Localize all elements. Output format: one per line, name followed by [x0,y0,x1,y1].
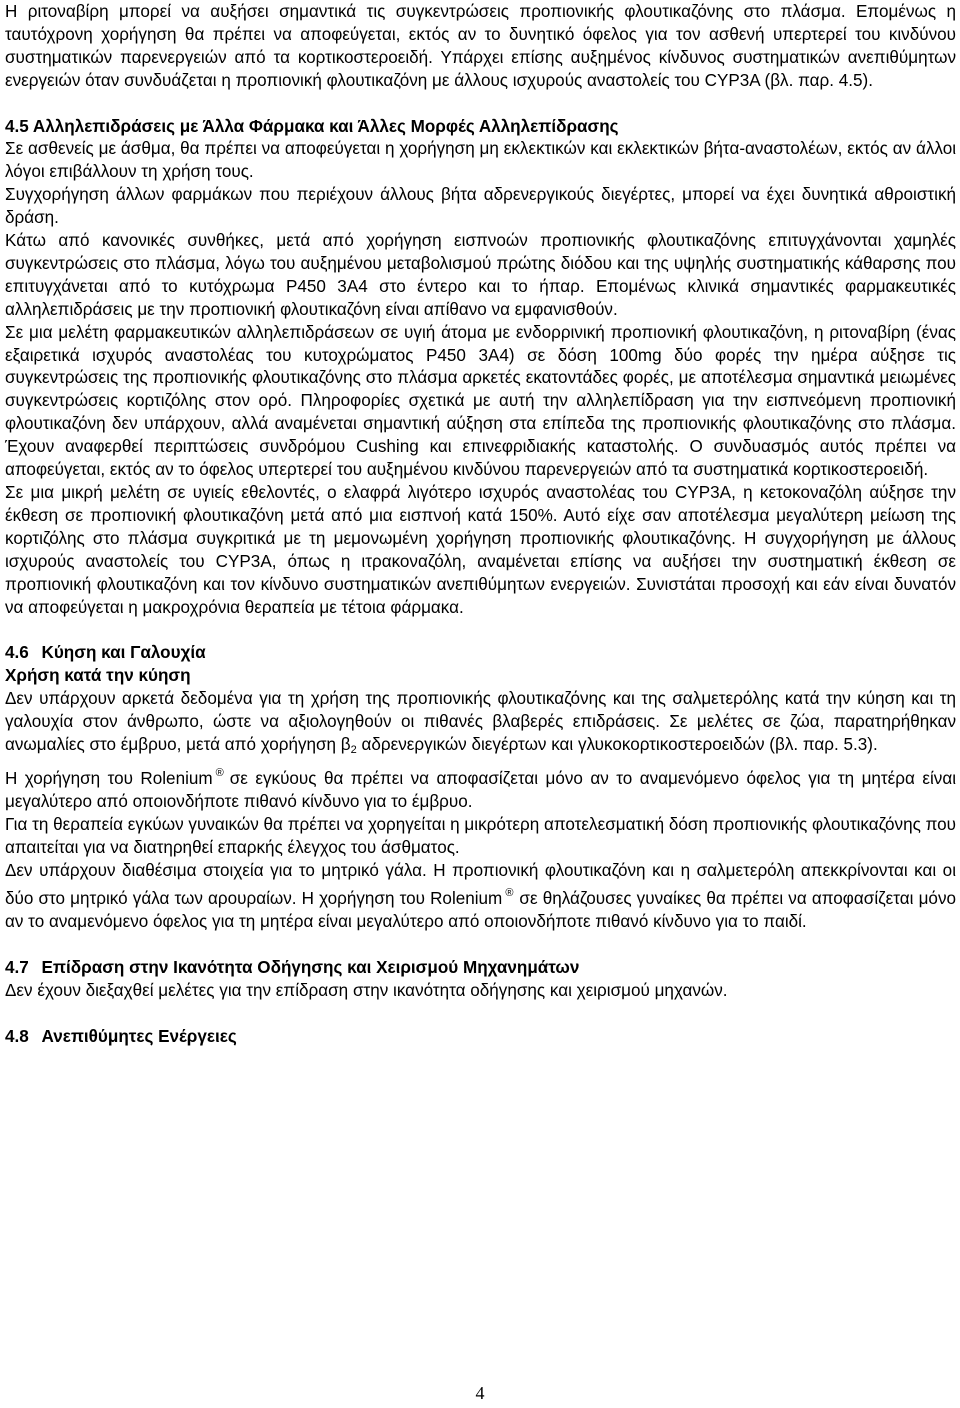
paragraph-ritonavir: Σε μια μελέτη φαρμακευτικών αλληλεπιδράσεων σε υγιή άτομα με ενδορρινική προπιονική φλουτικαζόνη, η ριτοναβίρη (ένας εξαιρετικά ισχυρός αναστολέας του κυτοχρώματος P450 3A4) σε δόση 100mg δύο φορές την ημέρα αύξησε τις συγκεντρώσεις της προπιονικής φλουτικαζόνης στο πλάσμα αρκετές εκατοντάδες φορές, με αποτέλεσμα σημαντικά μειωμένες συγκεντρώσεις κορτιζόλης στον ορό. Πληροφορίες σχετικά με αυτή την αλληλεπίδραση για την εισπνεόμενη προπιονική φλουτικαζόνη δεν υπάρχουν, αλλά αναμένεται σημαντική αύξηση στα επίπεδα της προπιονικής φλουτικαζόνης στο πλάσμα. Έχουν αναφερθεί περιπτώσεις συνδρόμου Cushing και επινεφριδιακής καταστολής. Ο συνδυασμός αυτός πρέπει να αποφεύγεται, εκτός αν το όφελος υπερτερεί του αυξημένου κινδύνου παρενεργειών από τα συστηματικά κορτικοστεροειδή. [5,322,956,480]
section-title: Επίδραση στην Ικανότητα Οδήγησης και Χειρισμού Μηχανημάτων [41,958,580,978]
paragraph-lactation [5,860,956,935]
paragraph-driving: Δεν έχουν διεξαχθεί μελέτες για την επίδραση στην ικανότητα οδήγησης και χειρισμού μηχανών. [5,981,728,1001]
section-4-5-heading [5,116,956,139]
section-number: 4.8 [5,1026,29,1046]
section-title: Κύηση και Γαλουχία [41,643,206,663]
text-run: Δεν υπάρχουν διαθέσιμα στοιχεία για το μητρικό γάλα. Η προπιονική φλουτικαζόνη και η σαλμετερόλη απεκκρίνονται και οι δύο στο μητρικό γάλα των αρουραίων. Η χορήγηση του Rolenium [5,860,956,909]
section-title: Ανεπιθύμητες Ενέργειες [41,1026,237,1046]
page-number: 4 [475,1383,485,1403]
section-title: Αλληλεπιδράσεις με Άλλα Φάρμακα και Άλλες Μορφές Αλληλεπίδρασης [32,116,619,136]
spacer [5,619,956,642]
text-run: σε θηλάζουσες γυναίκες θα πρέπει να αποφασίζεται μόνο αν το αναμενόμενο όφελος για τη μητέρα είναι μεγαλύτερο από οποιονδήποτε πιθανό κίνδυνο για το παιδί. [5,889,956,932]
section-4-7-heading [5,957,956,980]
text-run: Δεν υπάρχουν αρκετά δεδομένα για τη χρήση της προπιονικής φλουτικαζόνης και της σαλμετερόλης κατά την κύηση και τη γαλουχία στον άνθρωπο, ώστε να αξιολογηθούν οι πιθανές βλαβερές επιδράσεις. Σε μελέτες σε ζώα, παρατηρήθηκαν ανωμαλίες στο έμβρυο, μετά από χορήγηση β [5,689,956,754]
spacer [5,1003,956,1026]
text-run: Η χορήγηση του Rolenium [5,768,213,788]
intro-paragraph: Η ριτοναβίρη μπορεί να αυξήσει σημαντικά τις συγκεντρώσεις προπιονικής φλουτικαζόνης στο πλάσμα. Επομένως η ταυτόχρονη χορήγηση θα πρέπει να αποφεύγεται, εκτός αν το δυνητικό όφελος για τον ασθενή υπερτερεί του κινδύνου συστηματικών παρενεργειών από τα κορτικοστεροειδή. Υπάρχει επίσης αυξημένος κίνδυνος συστηματικών ανεπιθύμητων ενεργειών όταν συνδυάζεται η προπιονική φλουτικαζόνη με άλλους ισχυρούς αναστολείς του CYP3A (βλ. παρ. 4.5). [5,2,956,90]
paragraph-pregnancy-data [5,688,956,762]
text-run: αδρενεργικών διεγέρτων και γλυκοκορτικοστεροειδών (βλ. παρ. 5.3). [356,734,878,754]
registered-mark: ® [505,887,514,900]
registered-mark: ® [215,766,224,779]
paragraph-beta-agonists: Συγχορήγηση άλλων φαρμάκων που περιέχουν άλλους βήτα αδρενεργικούς διεγέρτες, μπορεί να έχει δυνητικά αθροιστική δράση. [5,185,956,228]
pregnancy-subheading: Χρήση κατά την κύηση [5,666,191,686]
paragraph-pregnancy-use [5,762,956,814]
paragraph-plasma-levels: Κάτω από κανονικές συνθήκες, μετά από χορήγηση εισπνοών προπιονικής φλουτικαζόνης επιτυγχάνονται χαμηλές συγκεντρώσεις στο πλάσμα, λόγω του αυξημένου μεταβολισμού πρώτης διόδου και της υψηλής συστηματικής κάθαρσης που επιτυγχάνεται από το κυτόχρωμα P450 3A4 στο έντερο και το ήπαρ. Επομένως κλινικά σημαντικές φαρμακευτικές αλληλεπιδράσεις με την προπιονική φλουτικαζόνη είναι απίθανο να εμφανισθούν. [5,231,956,319]
spacer [5,934,956,957]
section-4-8-heading [5,1026,956,1049]
section-4-6-heading [5,642,956,665]
subscript: 2 [350,743,357,756]
paragraph-ketoconazole: Σε μια μικρή μελέτη σε υγιείς εθελοντές, ο ελαφρά λιγότερο ισχυρός αναστολέας του CYP3A, η κετοκοναζόλη αύξησε την έκθεση σε προπιονική φλουτικαζόνη μετά από μια εισπνοή κατά 150%. Αυτό είχε σαν αποτέλεσμα μεγαλύτερη μείωση της κορτιζόλης στο πλάσμα συγκριτικά με τη μεμονωμένη χορήγηση προπιονικής φλουτικαζόνης. Η συγχορήγηση με άλλους ισχυρούς αναστολείς του CYP3A, όπως η ιτρακοναζόλη, αναμένεται επίσης να αυξήσει την συστηματική έκθεση σε προπιονική φλουτικαζόνη και τον κίνδυνο συστηματικών ανεπιθύμητων ενεργειών. Συνιστάται προσοχή και εάν είναι δυνατόν να αποφεύγεται η μακροχρόνια θεραπεία με τέτοια φάρμακα. [5,483,956,617]
section-number: 4.5 [5,116,29,136]
paragraph-beta-blockers: Σε ασθενείς με άσθμα, θα πρέπει να αποφεύγεται η χορήγηση μη εκλεκτικών και εκλεκτικών βήτα-αναστολέων, εκτός αν άλλοι λόγοι επιβάλλουν τη χρήση τους. [5,139,956,182]
section-number: 4.7 [5,958,29,978]
document-page [5,1,956,1049]
section-number: 4.6 [5,643,29,663]
paragraph-dose: Για τη θεραπεία εγκύων γυναικών θα πρέπει να χορηγείται η μικρότερη αποτελεσματική δόση προπιονικής φλουτικαζόνης που απαιτείται για να διατηρηθεί επαρκής έλεγχος του άσθματος. [5,814,956,857]
text-run: σε εγκύους θα πρέπει να αποφασίζεται μόνο αν το αναμενόμενο όφελος για τη μητέρα είναι μεγαλύτερο από οποιονδήποτε πιθανό κίνδυνο για το έμβρυο. [5,768,956,811]
spacer [5,93,956,116]
